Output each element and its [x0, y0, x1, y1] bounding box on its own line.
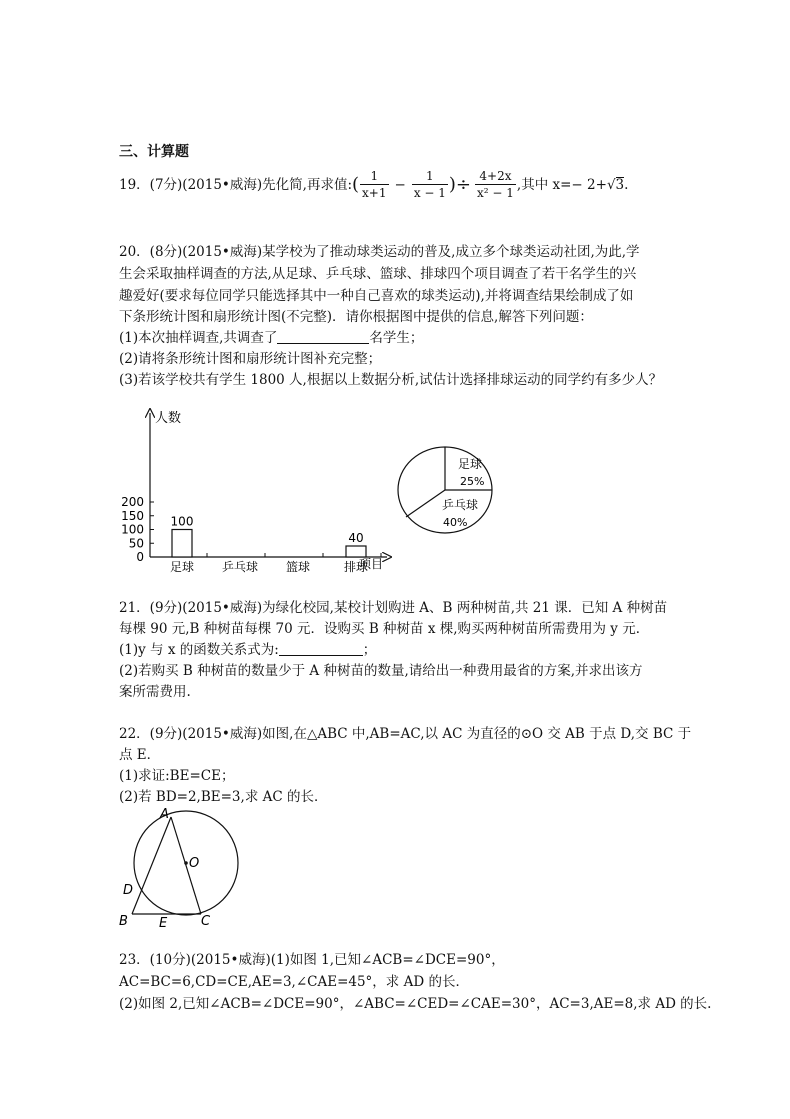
q21-p1-suffix: ； [362, 642, 377, 658]
q20-part-2: (2)请将条形统计图和扇形统计图补充完整； [119, 351, 382, 367]
pie-chart [396, 445, 496, 537]
q19-sqrt-arg: 3 [615, 177, 625, 193]
q19-sqrt-sign: √ [606, 176, 616, 193]
label-a: A [160, 807, 169, 822]
bar-value-label: 40 [348, 531, 364, 545]
q21-p1-answer-blank [279, 641, 363, 656]
bar-chart [115, 405, 395, 580]
q19-f3-denominator: x² − 1 [477, 186, 514, 200]
y-tick-label: 200 [121, 495, 144, 509]
q19-f2-numerator: 1 [412, 168, 448, 185]
pie-divider-left [406, 490, 445, 517]
y-tick-label: 100 [121, 522, 144, 537]
segment-ab [132, 817, 171, 914]
q22-part-1: (1)求证:BE=CE； [119, 768, 235, 784]
q20-p1-prefix: (1)本次抽样调查,共调查了 [119, 330, 278, 346]
q20-line-4: 下条形统计图和扇形统计图(不完整)．请你根据图中提供的信息,解答下列问题： [119, 309, 593, 325]
bar-value-label: 100 [170, 514, 194, 529]
y-tick-label: 50 [128, 536, 144, 551]
q19-prefix: 19．(7分)(2015•威海)先化简,再求值: [119, 176, 352, 193]
y-tick-label: 150 [121, 508, 144, 523]
x-category-label: 乒乓球 [221, 560, 259, 574]
q20-line-1: 20．(8分)(2015•威海)某学校为了推动球类运动的普及,成立多个球类运动社团,为此,学 [119, 244, 640, 260]
q19-fraction-2 [412, 168, 448, 201]
section-title: 三、计算题 [119, 144, 189, 160]
q19-end: . [624, 176, 629, 193]
pie-label-pingpong: 乒乓球 [442, 498, 479, 512]
y-axis-label: 人数 [155, 411, 182, 426]
label-b: B [119, 914, 128, 929]
q19-f1-numerator: 1 [360, 168, 388, 185]
q19-f1-denominator: x+1 [362, 186, 387, 200]
q21-line-2: 每棵 90 元,B 种树苗每棵 70 元．设购买 B 种树苗 x 棵,购买两种树苗所需费用为 y 元． [119, 621, 650, 637]
label-e: E [159, 916, 168, 930]
q21-p1-prefix: (1)y 与 x 的函数关系式为: [119, 642, 279, 658]
label-d: D [123, 883, 134, 898]
q23-line-1: 23．(10分)(2015•威海)(1)如图 1,已知∠ACB=∠DCE=90°， [119, 952, 505, 968]
q23-line-3: (2)如图 2,已知∠ACB=∠DCE=90°，∠ABC=∠CED=∠CAE=30°，AC=3,AE=8,求 AD 的长. [119, 996, 712, 1012]
q21-part-1 [119, 640, 376, 660]
q21-line-1: 21．(9分)(2015•威海)为绿化校园,某校计划购进 A、B 两种树苗,共 21 课．已知 A 种树苗 [119, 600, 668, 616]
pie-percent-football: 25% [460, 475, 485, 488]
label-o: O [189, 856, 200, 871]
q22-line-1: 22．(9分)(2015•威海)如图,在△ABC 中,AB=AC,以 AC 为直径的⊙O 交 AB 于点 D,交 BC 于 [119, 726, 692, 742]
q23-line-2: AC=BC=6,CD=CE,AE=3,∠CAE=45°，求 AD 的长． [119, 974, 469, 990]
question-19 [119, 168, 628, 201]
x-category-label: 排球 [343, 560, 369, 574]
q22-part-2: (2)若 BD=2,BE=3,求 AC 的长． [119, 789, 328, 805]
q19-fraction-3 [475, 168, 516, 201]
center-point [184, 861, 188, 865]
pie-percent-pingpong: 40% [443, 516, 468, 529]
q19-close-divide: )÷ [448, 173, 472, 195]
q20-p1-answer-blank [277, 329, 369, 344]
q20-part-1 [119, 328, 423, 348]
q20-part-3: (3)若该学校共有学生 1800 人,根据以上数据分析,试估计选择排球运动的同学约有多少人？ [119, 372, 663, 388]
q19-minus: − [394, 176, 406, 193]
q19-fraction-1 [360, 168, 388, 201]
geometry-figure [115, 806, 245, 930]
x-category-label: 足球 [169, 560, 195, 574]
q19-f2-denominator: x − 1 [413, 186, 446, 200]
y-tick-label: 0 [136, 550, 144, 564]
bar [346, 546, 366, 557]
label-c: C [201, 914, 211, 929]
q20-p1-suffix: 名学生； [369, 330, 424, 346]
x-axis-label: 项目 [359, 557, 384, 571]
q20-line-2: 生会采取抽样调查的方法,从足球、乒乓球、篮球、排球四个项目调查了若干名学生的兴 [119, 266, 637, 282]
q21-part-2-line-1: (2)若购买 B 种树苗的数量少于 A 种树苗的数量,请给出一种费用最省的方案,并求出该方 [119, 663, 643, 679]
q20-line-3: 趣爱好(要求每位同学只能选择其中一种自己喜欢的球类运动),并将调查结果绘制成了如 [119, 288, 634, 304]
q21-part-2-line-2: 案所需费用. [119, 684, 191, 700]
q19-suffix: ,其中 x=− 2+ [516, 176, 607, 193]
q22-line-2: 点 E． [119, 747, 161, 763]
q19-open-paren: ( [352, 173, 360, 195]
pie-label-football: 足球 [458, 457, 483, 471]
x-category-label: 篮球 [285, 560, 311, 574]
q19-f3-numerator: 4+2x [475, 168, 516, 185]
bar [172, 530, 192, 558]
